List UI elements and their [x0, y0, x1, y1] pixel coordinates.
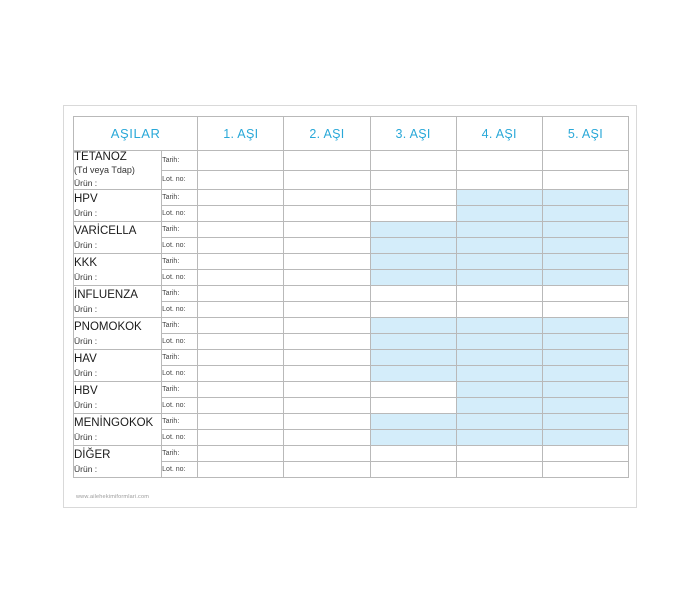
- product-label: Ürün :: [74, 399, 98, 410]
- vaccine-name: VARİCELLA: [74, 224, 137, 237]
- date-field-dose-1[interactable]: [198, 318, 284, 334]
- date-field-dose-3[interactable]: [370, 350, 456, 366]
- lot-field-dose-2[interactable]: [284, 430, 370, 446]
- lot-field-dose-4[interactable]: [456, 238, 542, 254]
- lot-field-dose-3[interactable]: [370, 334, 456, 350]
- date-field-dose-4[interactable]: [456, 151, 542, 171]
- product-label: Ürün :: [74, 335, 98, 346]
- date-field-dose-4[interactable]: [456, 222, 542, 238]
- lot-field-dose-4[interactable]: [456, 302, 542, 318]
- date-field-dose-5[interactable]: [542, 254, 628, 270]
- lot-label: Lot. no:: [162, 238, 198, 254]
- date-label: Tarih:: [162, 446, 198, 462]
- lot-field-dose-3[interactable]: [370, 366, 456, 382]
- lot-field-dose-3[interactable]: [370, 430, 456, 446]
- lot-field-dose-4[interactable]: [456, 334, 542, 350]
- lot-field-dose-4[interactable]: [456, 270, 542, 286]
- lot-field-dose-5[interactable]: [542, 366, 628, 382]
- lot-field-dose-3[interactable]: [370, 302, 456, 318]
- lot-field-dose-3[interactable]: [370, 462, 456, 478]
- date-field-dose-5[interactable]: [542, 286, 628, 302]
- lot-field-dose-2[interactable]: [284, 462, 370, 478]
- date-field-dose-1[interactable]: [198, 254, 284, 270]
- date-label: Tarih:: [162, 382, 198, 398]
- date-label: Tarih:: [162, 414, 198, 430]
- lot-field-dose-1[interactable]: [198, 270, 284, 286]
- date-field-dose-4[interactable]: [456, 446, 542, 462]
- date-field-dose-3[interactable]: [370, 382, 456, 398]
- product-label: Ürün :: [74, 271, 98, 282]
- lot-field-dose-2[interactable]: [284, 398, 370, 414]
- product-label: Ürün :: [74, 207, 98, 218]
- date-field-dose-1[interactable]: [198, 190, 284, 206]
- lot-label: Lot. no:: [162, 398, 198, 414]
- table-row: [74, 286, 629, 302]
- vaccine-name-cell: [74, 446, 162, 478]
- product-label: Ürün :: [74, 463, 98, 474]
- vaccine-name-cell: [74, 350, 162, 382]
- vaccination-table: [73, 116, 629, 478]
- date-field-dose-1[interactable]: [198, 446, 284, 462]
- lot-field-dose-2[interactable]: [284, 238, 370, 254]
- lot-field-dose-5[interactable]: [542, 302, 628, 318]
- date-label: Tarih:: [162, 350, 198, 366]
- table-row: [74, 222, 629, 238]
- lot-label: Lot. no:: [162, 270, 198, 286]
- date-field-dose-1[interactable]: [198, 382, 284, 398]
- date-field-dose-5[interactable]: [542, 350, 628, 366]
- date-field-dose-5[interactable]: [542, 414, 628, 430]
- date-field-dose-2[interactable]: [284, 414, 370, 430]
- date-field-dose-2[interactable]: [284, 446, 370, 462]
- vaccine-name-cell: [74, 286, 162, 318]
- lot-field-dose-5[interactable]: [542, 270, 628, 286]
- table-body: [74, 151, 629, 478]
- date-field-dose-2[interactable]: [284, 190, 370, 206]
- product-label: Ürün :: [74, 239, 98, 250]
- vaccine-name: TETANOZ: [74, 151, 127, 163]
- lot-field-dose-3[interactable]: [370, 238, 456, 254]
- date-field-dose-1[interactable]: [198, 350, 284, 366]
- lot-field-dose-5[interactable]: [542, 398, 628, 414]
- lot-field-dose-1[interactable]: [198, 366, 284, 382]
- header-vaccines: AŞILAR: [74, 117, 198, 151]
- vaccine-name: KKK: [74, 256, 98, 269]
- vaccine-name: PNOMOKOK: [74, 320, 142, 333]
- lot-field-dose-1[interactable]: [198, 334, 284, 350]
- date-field-dose-5[interactable]: [542, 446, 628, 462]
- date-label: Tarih:: [162, 190, 198, 206]
- date-field-dose-5[interactable]: [542, 190, 628, 206]
- header-dose-1: 1. AŞI: [198, 117, 284, 151]
- lot-field-dose-1[interactable]: [198, 398, 284, 414]
- lot-field-dose-2[interactable]: [284, 366, 370, 382]
- date-field-dose-2[interactable]: [284, 382, 370, 398]
- lot-label: Lot. no:: [162, 462, 198, 478]
- lot-field-dose-2[interactable]: [284, 270, 370, 286]
- header-dose-5: 5. AŞI: [542, 117, 628, 151]
- lot-field-dose-5[interactable]: [542, 430, 628, 446]
- lot-field-dose-5[interactable]: [542, 462, 628, 478]
- vaccine-name-cell: [74, 414, 162, 446]
- date-field-dose-2[interactable]: [284, 286, 370, 302]
- table-row: [74, 151, 629, 171]
- date-field-dose-1[interactable]: [198, 414, 284, 430]
- date-field-dose-1[interactable]: [198, 222, 284, 238]
- vaccine-name: HAV: [74, 352, 97, 365]
- date-field-dose-3[interactable]: [370, 190, 456, 206]
- table-header: [74, 117, 629, 151]
- lot-field-dose-3[interactable]: [370, 398, 456, 414]
- vaccine-name-cell: [74, 318, 162, 350]
- lot-field-dose-4[interactable]: [456, 366, 542, 382]
- lot-field-dose-5[interactable]: [542, 206, 628, 222]
- date-field-dose-3[interactable]: [370, 151, 456, 171]
- date-field-dose-4[interactable]: [456, 286, 542, 302]
- lot-field-dose-3[interactable]: [370, 270, 456, 286]
- date-field-dose-3[interactable]: [370, 222, 456, 238]
- vaccine-name: HPV: [74, 192, 98, 205]
- date-field-dose-1[interactable]: [198, 286, 284, 302]
- date-field-dose-4[interactable]: [456, 318, 542, 334]
- vaccine-name-cell: [74, 151, 162, 190]
- date-field-dose-2[interactable]: [284, 254, 370, 270]
- table-row: [74, 446, 629, 462]
- lot-field-dose-1[interactable]: [198, 302, 284, 318]
- date-field-dose-3[interactable]: [370, 414, 456, 430]
- date-label: Tarih:: [162, 254, 198, 270]
- lot-field-dose-1[interactable]: [198, 206, 284, 222]
- date-field-dose-2[interactable]: [284, 222, 370, 238]
- date-field-dose-4[interactable]: [456, 254, 542, 270]
- lot-field-dose-4[interactable]: [456, 398, 542, 414]
- vaccine-name-cell: [74, 382, 162, 414]
- vaccine-name: HBV: [74, 384, 98, 397]
- product-label: Ürün :: [74, 178, 98, 188]
- lot-field-dose-4[interactable]: [456, 462, 542, 478]
- lot-field-dose-2[interactable]: [284, 206, 370, 222]
- header-dose-2: 2. AŞI: [284, 117, 370, 151]
- date-field-dose-1[interactable]: [198, 151, 284, 171]
- lot-field-dose-1[interactable]: [198, 238, 284, 254]
- header-dose-3: 3. AŞI: [370, 117, 456, 151]
- date-field-dose-2[interactable]: [284, 318, 370, 334]
- date-label: Tarih:: [162, 318, 198, 334]
- date-field-dose-5[interactable]: [542, 151, 628, 171]
- table-row: [74, 254, 629, 270]
- table-row: [74, 350, 629, 366]
- lot-label: Lot. no:: [162, 430, 198, 446]
- product-label: Ürün :: [74, 367, 98, 378]
- vaccine-name-cell: [74, 254, 162, 286]
- product-label: Ürün :: [74, 303, 98, 314]
- lot-label: Lot. no:: [162, 366, 198, 382]
- table-row: [74, 190, 629, 206]
- lot-label: Lot. no:: [162, 206, 198, 222]
- vaccination-table-wrapper: [73, 116, 629, 478]
- table-row: [74, 382, 629, 398]
- lot-field-dose-5[interactable]: [542, 170, 628, 190]
- date-label: Tarih:: [162, 286, 198, 302]
- footer-url: www.ailehekimiformlari.com: [76, 494, 150, 500]
- lot-field-dose-3[interactable]: [370, 170, 456, 190]
- date-field-dose-4[interactable]: [456, 382, 542, 398]
- table-row: [74, 318, 629, 334]
- date-field-dose-3[interactable]: [370, 286, 456, 302]
- lot-field-dose-1[interactable]: [198, 462, 284, 478]
- date-field-dose-5[interactable]: [542, 382, 628, 398]
- date-field-dose-5[interactable]: [542, 318, 628, 334]
- date-label: Tarih:: [162, 222, 198, 238]
- lot-field-dose-4[interactable]: [456, 430, 542, 446]
- lot-field-dose-2[interactable]: [284, 170, 370, 190]
- lot-label: Lot. no:: [162, 170, 198, 190]
- date-field-dose-4[interactable]: [456, 190, 542, 206]
- date-field-dose-2[interactable]: [284, 151, 370, 171]
- lot-field-dose-2[interactable]: [284, 334, 370, 350]
- lot-field-dose-5[interactable]: [542, 334, 628, 350]
- header-row: [74, 117, 629, 151]
- product-label: Ürün :: [74, 431, 98, 442]
- table-row: [74, 414, 629, 430]
- date-label: Tarih:: [162, 151, 198, 171]
- lot-label: Lot. no:: [162, 302, 198, 318]
- date-field-dose-4[interactable]: [456, 414, 542, 430]
- vaccine-name: MENİNGOKOK: [74, 416, 154, 429]
- date-field-dose-4[interactable]: [456, 350, 542, 366]
- lot-field-dose-1[interactable]: [198, 430, 284, 446]
- vaccine-name-cell: [74, 222, 162, 254]
- lot-field-dose-4[interactable]: [456, 170, 542, 190]
- vaccine-name-sub: (Td veya Tdap): [74, 165, 135, 175]
- header-dose-4: 4. AŞI: [456, 117, 542, 151]
- vaccine-name: DİĞER: [74, 448, 111, 461]
- vaccine-name: İNFLUENZA: [74, 288, 138, 301]
- date-field-dose-5[interactable]: [542, 222, 628, 238]
- date-field-dose-3[interactable]: [370, 254, 456, 270]
- date-field-dose-3[interactable]: [370, 318, 456, 334]
- lot-field-dose-2[interactable]: [284, 302, 370, 318]
- vaccination-form-sheet: [63, 105, 637, 508]
- lot-field-dose-1[interactable]: [198, 170, 284, 190]
- lot-field-dose-3[interactable]: [370, 206, 456, 222]
- lot-field-dose-5[interactable]: [542, 238, 628, 254]
- vaccine-name-cell: [74, 190, 162, 222]
- lot-field-dose-4[interactable]: [456, 206, 542, 222]
- date-field-dose-2[interactable]: [284, 350, 370, 366]
- lot-label: Lot. no:: [162, 334, 198, 350]
- date-field-dose-3[interactable]: [370, 446, 456, 462]
